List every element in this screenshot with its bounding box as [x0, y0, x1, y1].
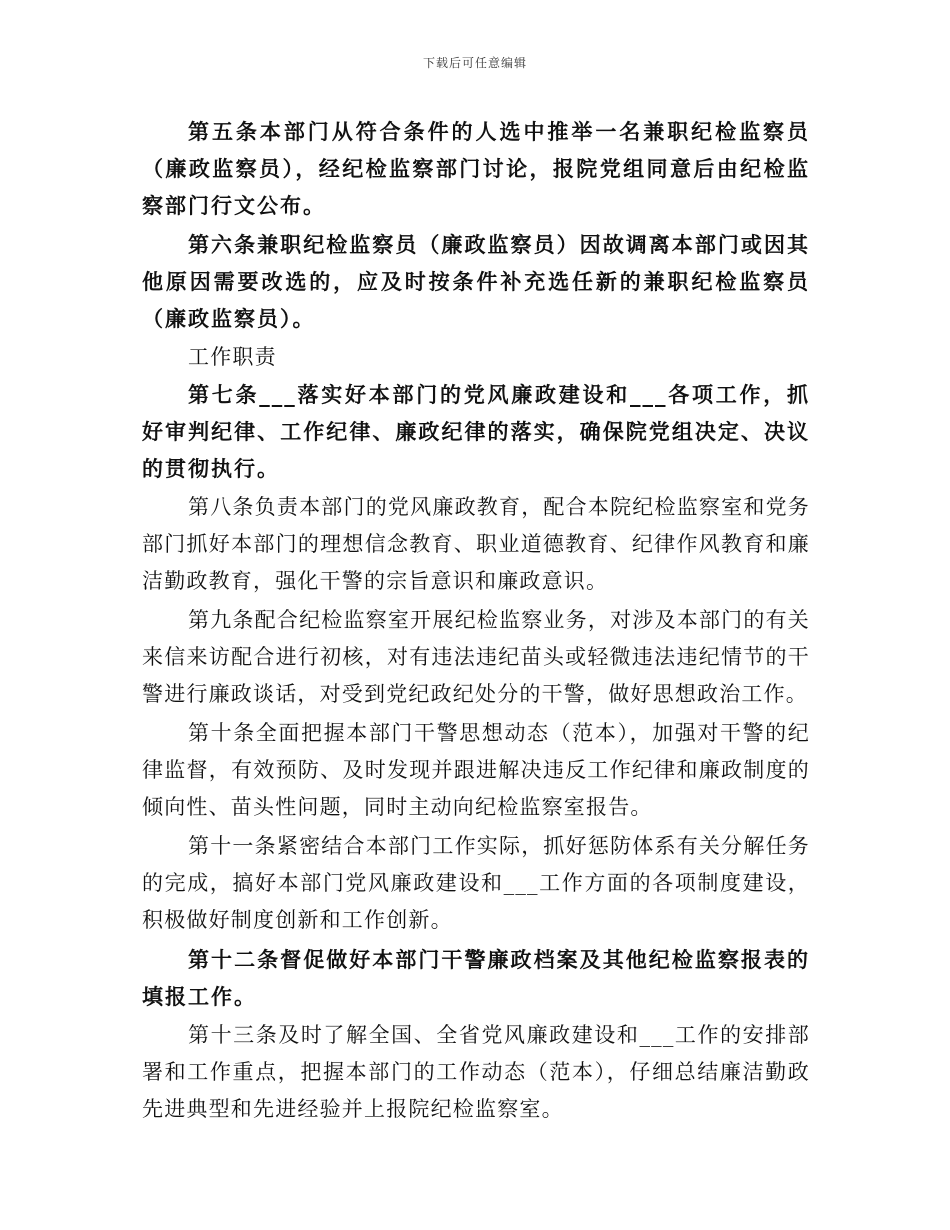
page-header-note: 下载后可任意编辑	[422, 56, 527, 70]
article-13: 第十三条及时了解全国、全省党风廉政建设和___工作的安排部署和工作重点，把握本部门的工作动态（范本），仔细总结廉洁勤政先进典型和先进经验并上报院纪检监察室。	[142, 1023, 810, 1121]
document-body	[142, 113, 810, 1128]
article-9: 第九条配合纪检监察室开展纪检监察业务，对涉及本部门的有关来信来访配合进行初核，对有违法违纪苗头或轻微违法违纪情节的干警进行廉政谈话，对受到党纪政纪处分的干警，做好思想政治工作。	[142, 608, 810, 706]
article-6: 第六条兼职纪检监察员（廉政监察员）因故调离本部门或因其他原因需要改选的，应及时按条件补充选任新的兼职纪检监察员（廉政监察员）。	[142, 232, 810, 331]
article-11: 第十一条紧密结合本部门工作实际，抓好惩防体系有关分解任务的完成，搞好本部门党风廉政建设和___工作方面的各项制度建设，积极做好制度创新和工作创新。	[142, 834, 810, 932]
article-7: 第七条___落实好本部门的党风廉政建设和___各项工作，抓好审判纪律、工作纪律、廉政纪律的落实，确保院党组决定、决议的贯彻执行。	[142, 382, 810, 481]
article-10: 第十条全面把握本部门干警思想动态（范本），加强对干警的纪律监督，有效预防、及时发现并跟进解决违反工作纪律和廉政制度的倾向性、苗头性问题，同时主动向纪检监察室报告。	[142, 721, 810, 819]
article-5: 第五条本部门从符合条件的人选中推举一名兼职纪检监察员（廉政监察员），经纪检监察部门讨论，报院党组同意后由纪检监察部门行文公布。	[142, 119, 810, 218]
article-12: 第十二条督促做好本部门干警廉政档案及其他纪检监察报表的填报工作。	[142, 947, 810, 1009]
article-8: 第八条负责本部门的党风廉政教育，配合本院纪检监察室和党务部门抓好本部门的理想信念教育、职业道德教育、纪律作风教育和廉洁勤政教育，强化干警的宗旨意识和廉政意识。	[142, 495, 810, 593]
section-heading-duties: 工作职责	[188, 345, 277, 369]
